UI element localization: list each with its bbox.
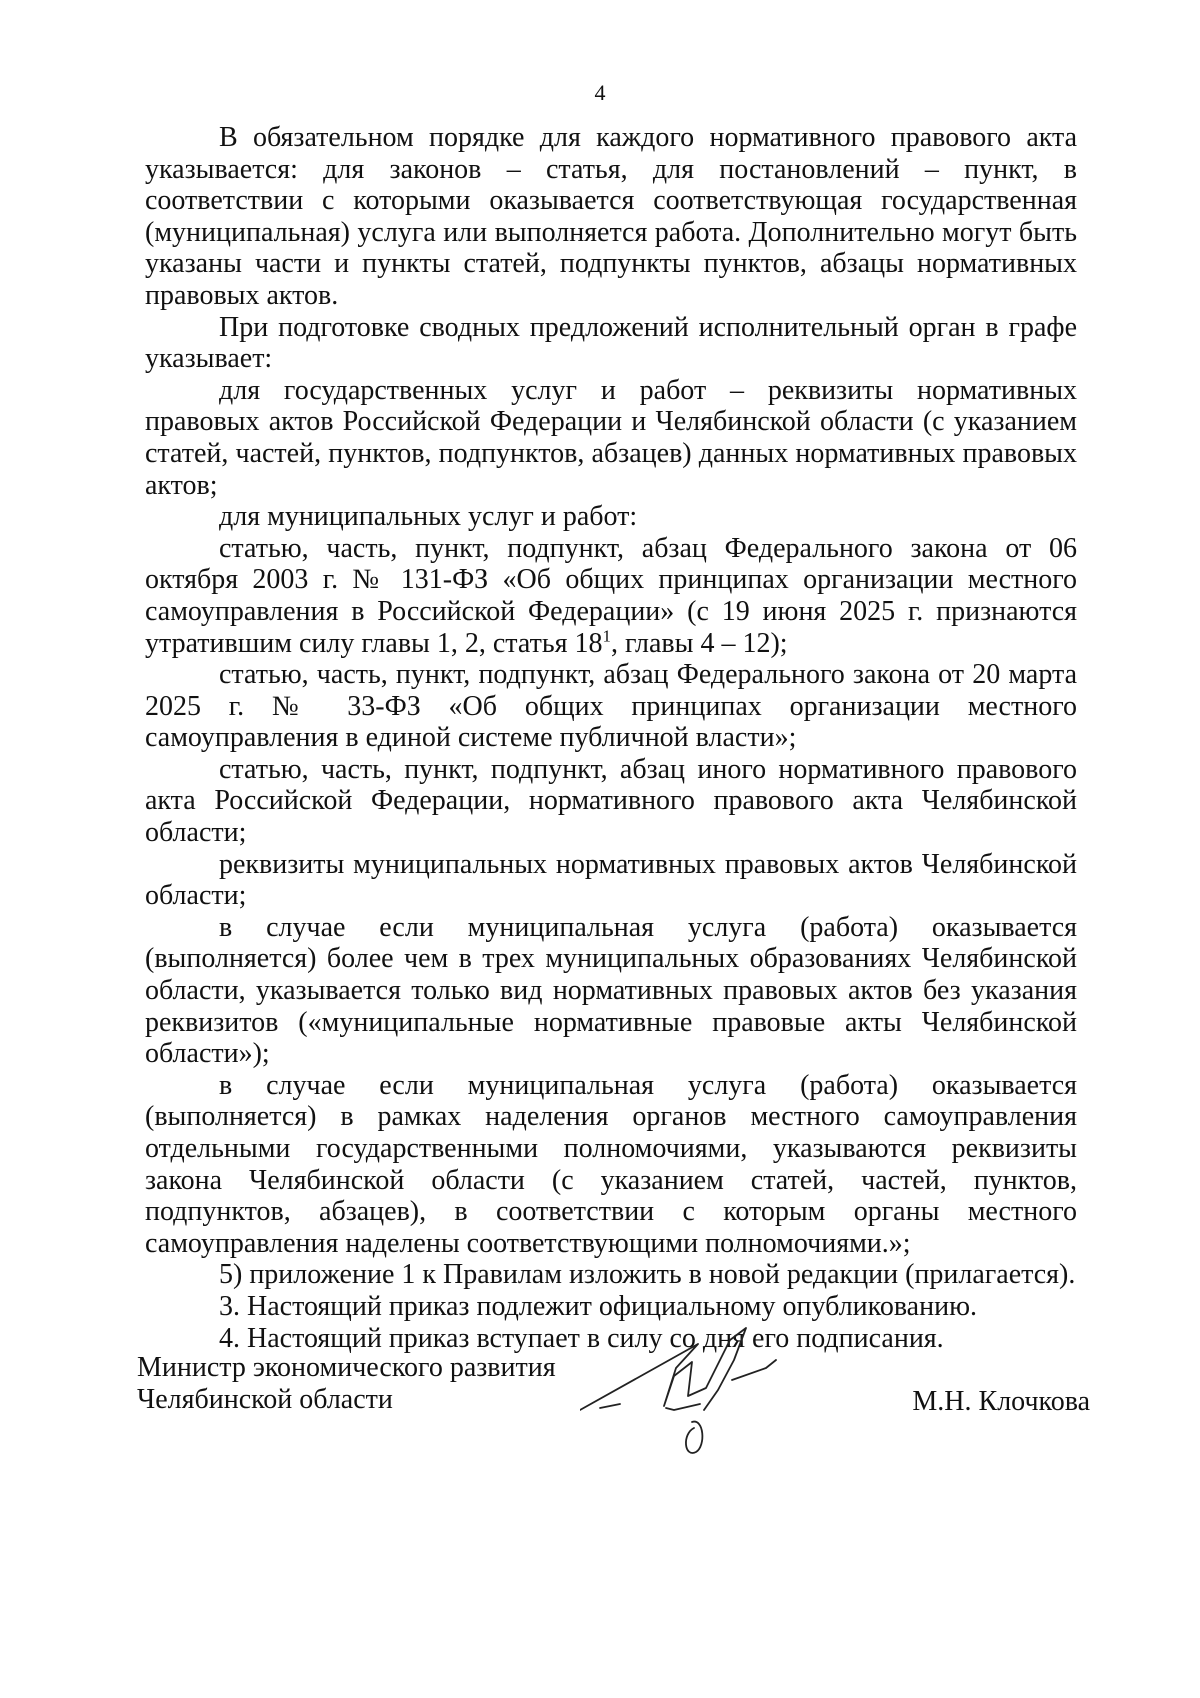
- footnote-mark: 1: [602, 626, 611, 646]
- position-line: Министр экономического развития: [137, 1352, 556, 1383]
- paragraph-text: статью, часть, пункт, подпункт, абзац Федерального закона от 06 октября 2003 г. № 131-ФЗ «Об общих принципах организации местного самоуправления в Российской Федерации» (с 19 июня 2025 г. признаются утратившим силу главы 1, 2, статья 18: [145, 532, 1077, 659]
- paragraph: статью, часть, пункт, подпункт, абзац Федерального закона от 20 марта 2025 г. № 33-ФЗ «Об общих принципах организации местного самоуправления в единой системе публичной власти»;: [145, 659, 1077, 754]
- paragraph: 3. Настоящий приказ подлежит официальному опубликованию.: [219, 1290, 977, 1322]
- paragraph: 4. Настоящий приказ вступает в силу со дня его подписания.: [219, 1322, 944, 1354]
- paragraph: в случае если муниципальная услуга (работа) оказывается (выполняется) в рамках наделения органов местного самоуправления отдельными государственными полномочиями, указываются реквизиты закона Челябинской области (с указанием статей, частей, пунктов, подпунктов, абзацев), в соответствии с которым органы местного самоуправления наделены соответствующими полномочиями.»;: [145, 1069, 1077, 1259]
- signer-name: М.Н. Клочкова: [912, 1386, 1090, 1417]
- paragraph: в случае если муниципальная услуга (работа) оказывается (выполняется) более чем в трех муниципальных образованиях Челябинской области, указывается только вид нормативных правовых актов без указания реквизитов («муниципальные нормативные правовые акты Челябинской области»);: [145, 911, 1077, 1070]
- signatory-position: [137, 1352, 556, 1415]
- paragraph: реквизиты муниципальных нормативных правовых актов Челябинской области;: [145, 848, 1077, 912]
- page-number: 4: [594, 80, 606, 105]
- handwritten-signature: [580, 1300, 800, 1460]
- paragraph: При подготовке сводных предложений исполнительный орган в графе указывает:: [145, 311, 1077, 375]
- position-line: Челябинской области: [137, 1383, 393, 1415]
- paragraph: 5) приложение 1 к Правилам изложить в новой редакции (прилагается).: [219, 1259, 1076, 1291]
- paragraph: для муниципальных услуг и работ:: [219, 501, 638, 533]
- paragraph: В обязательном порядке для каждого нормативного правового акта указывается: для законов – статья, для постановлений – пункт, в соответствии с которыми оказывается соответствующая государственная (муниципальная) услуга или выполняется работа. Дополнительно могут быть указаны части и пункты статей, подпункты пунктов, абзацы нормативных правовых актов.: [145, 122, 1077, 311]
- paragraph: для государственных услуг и работ – реквизиты нормативных правовых актов Российской Федерации и Челябинской области (с указанием статей, частей, пунктов, подпунктов, абзацев) данных нормативных правовых актов;: [145, 374, 1077, 501]
- paragraph: статью, часть, пункт, подпункт, абзац иного нормативного правового акта Российской Федерации, нормативного правового акта Челябинской области;: [145, 753, 1077, 849]
- paragraph-tail: , главы 4 – 12);: [610, 627, 788, 659]
- document-body: [145, 122, 1077, 1354]
- paragraph: [145, 533, 1077, 659]
